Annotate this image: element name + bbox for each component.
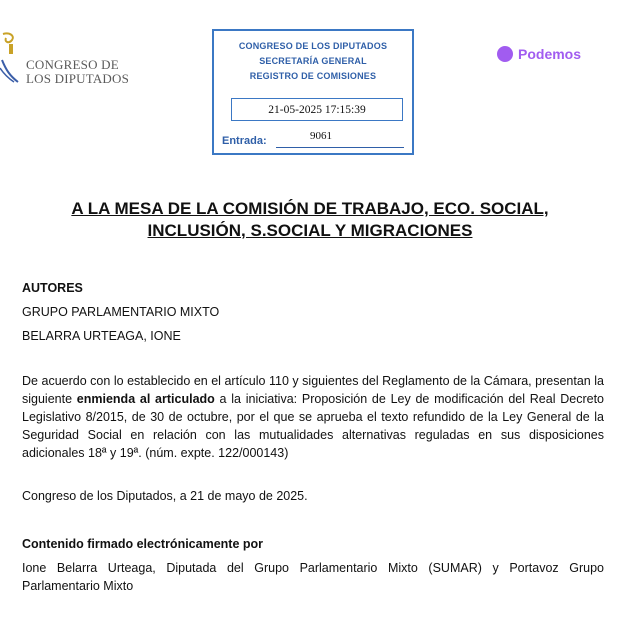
stamp-secretariat: SECRETARÍA GENERAL — [259, 56, 367, 66]
registry-stamp — [212, 29, 414, 155]
stamp-datetime: 21-05-2025 17:15:39 — [231, 98, 403, 121]
stamp-registry: REGISTRO DE COMISIONES — [249, 71, 377, 81]
party-logo — [497, 44, 581, 64]
signed-heading: Contenido firmado electrónicamente por — [22, 537, 264, 551]
paragraph-bold: enmienda al articulado — [76, 392, 215, 406]
paragraph-text-2: a la iniciativa: Proposición de Ley de modificación del Real Decreto Legislativo 8/2015, de 30 de octubre, por el que se aprueba el texto refundido de la Ley General de la Seguridad Social en relación con las mutualidades alternativas reguladas en sus disposiciones adicionales 18ª y 19ª. (núm. expte. 122/000143) — [22, 392, 604, 460]
authors-heading: AUTORES — [22, 281, 83, 295]
logo-line-1: CONGRESO DE — [26, 57, 119, 72]
party-name: Podemos — [518, 46, 582, 62]
title-line-2: INCLUSIÓN, S.SOCIAL Y MIGRACIONES — [147, 221, 473, 240]
amendment-paragraph — [22, 372, 604, 462]
place-date: Congreso de los Diputados, a 21 de mayo de 2025. — [22, 489, 308, 503]
stamp-entrada-value: 9061 — [310, 130, 332, 142]
title-line-1: A LA MESA DE LA COMISIÓN DE TRABAJO, ECO. SOCIAL, — [71, 199, 549, 218]
stamp-entrada-label: Entrada: — [222, 135, 267, 147]
author-person: BELARRA URTEAGA, IONE — [22, 329, 181, 343]
logo-line-2: LOS DIPUTADOS — [26, 71, 130, 86]
stamp-entrada-rule — [276, 147, 404, 148]
paragraph-text-1: De acuerdo con lo establecido en el artículo 110 y siguientes del Reglamento de la Cámara, presentan la siguiente — [22, 374, 604, 406]
congress-logo-text — [26, 58, 129, 86]
congress-crest-icon — [0, 30, 24, 86]
author-group: GRUPO PARLAMENTARIO MIXTO — [22, 305, 220, 319]
signer-text: Ione Belarra Urteaga, Diputada del Grupo Parlamentario Mixto (SUMAR) y Portavoz Grupo Parlamentario Mixto — [22, 561, 604, 593]
document-title — [20, 198, 600, 242]
party-dot-icon — [497, 46, 513, 62]
stamp-institution: CONGRESO DE LOS DIPUTADOS — [238, 41, 388, 51]
congress-logo — [0, 22, 160, 92]
